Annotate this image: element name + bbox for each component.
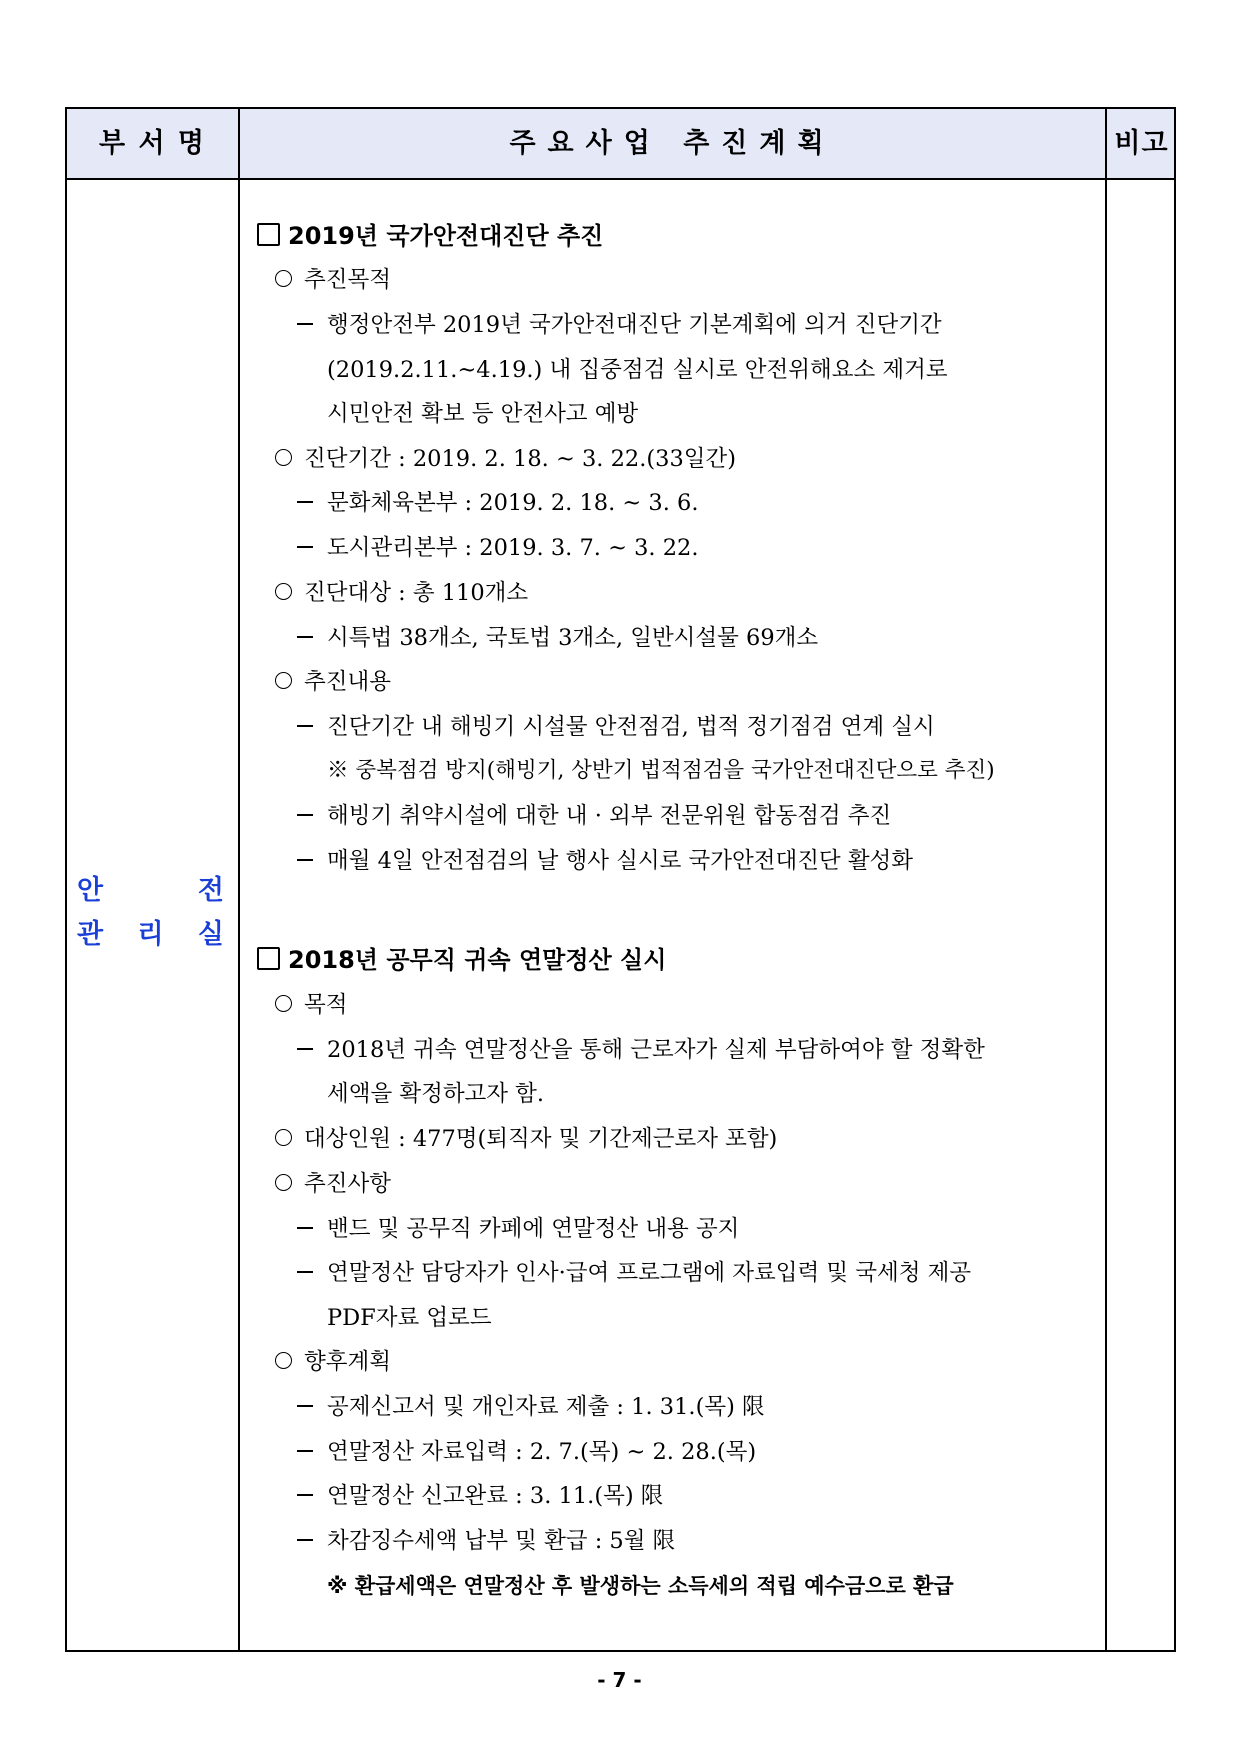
dash-icon: [297, 1048, 313, 1050]
circle-bullet-icon: [275, 1174, 292, 1191]
checkbox-icon: [257, 947, 280, 970]
dash-icon: [297, 1227, 313, 1229]
header-dept: 부 서 명: [98, 128, 207, 159]
list-item: 밴드 및 공무직 카페에 연말정산 내용 공지: [297, 1214, 739, 1244]
list-item: 도시관리본부 : 2019. 3. 7. ~ 3. 22.: [297, 533, 699, 563]
list-item: 연말정산 담당자가 인사·급여 프로그램에 자료입력 및 국세청 제공: [297, 1258, 971, 1288]
list-item: 진단기간 내 해빙기 시설물 안전점검, 법적 정기점검 연계 실시: [297, 712, 935, 742]
list-item: ※ 중복점검 방지(해빙기, 상반기 법적점검을 국가안전대진단으로 추진): [327, 758, 995, 783]
list-item: 해빙기 취약시설에 대한 내 · 외부 전문위원 합동점검 추진: [297, 801, 891, 831]
dept-char: 실: [197, 919, 224, 950]
plan-table: [65, 107, 1176, 1652]
circle-bullet-icon: [275, 1352, 292, 1369]
list-item: 연말정산 자료입력 : 2. 7.(목) ~ 2. 28.(목): [297, 1437, 756, 1467]
dash-icon: [297, 636, 313, 638]
header-note: 비고: [1114, 128, 1169, 159]
list-item: 공제신고서 및 개인자료 제출 : 1. 31.(목) 限: [297, 1392, 765, 1422]
list-item: 추진목적: [275, 265, 391, 295]
dash-icon: [297, 1405, 313, 1407]
dept-char: 관: [77, 919, 104, 950]
dash-icon: [297, 1271, 313, 1273]
list-item: 문화체육본부 : 2019. 2. 18. ~ 3. 6.: [297, 488, 699, 518]
list-item: 연말정산 신고완료 : 3. 11.(목) 限: [297, 1481, 663, 1511]
list-item: 매월 4일 안전점검의 날 행사 실시로 국가안전대진단 활성화: [297, 846, 913, 876]
dept-char: 안: [77, 875, 104, 906]
dept-char: 전: [197, 875, 224, 906]
note-text: ※ 환급세액은 연말정산 후 발생하는 소득세의 적립 예수금으로 환급: [327, 1574, 954, 1598]
list-item: 행정안전부 2019년 국가안전대진단 기본계획에 의거 진단기간: [297, 310, 942, 340]
column-divider: [238, 109, 240, 1650]
dept-name: [67, 869, 238, 957]
dash-icon: [297, 1494, 313, 1496]
dash-icon: [297, 501, 313, 503]
dash-icon: [297, 1450, 313, 1452]
list-item: 2018년 귀속 연말정산을 통해 근로자가 실제 부담하여야 할 정확한: [297, 1035, 985, 1065]
header-main: 주요사업 추진계획: [509, 128, 836, 159]
dept-char: 리: [137, 919, 164, 950]
circle-bullet-icon: [275, 270, 292, 287]
list-item: PDF자료 업로드: [327, 1305, 492, 1331]
section-title: 2019년 국가안전대진단 추진: [257, 221, 603, 251]
column-divider: [1105, 109, 1107, 1650]
dash-icon: [297, 814, 313, 816]
checkbox-icon: [257, 223, 280, 246]
list-item: 차감징수세액 납부 및 환급 : 5월 限: [297, 1526, 675, 1556]
list-item: 향후계획: [275, 1347, 391, 1377]
dash-icon: [297, 725, 313, 727]
dash-icon: [297, 1539, 313, 1541]
list-item: 진단기간 : 2019. 2. 18. ~ 3. 22.(33일간): [275, 444, 736, 474]
list-item: 대상인원 : 477명(퇴직자 및 기간제근로자 포함): [275, 1124, 777, 1154]
list-item: (2019.2.11.~4.19.) 내 집중점검 실시로 안전위해요소 제거로: [327, 357, 948, 383]
list-item: 목적: [275, 990, 347, 1020]
list-item: 추진내용: [275, 667, 391, 697]
circle-bullet-icon: [275, 672, 292, 689]
table-header: [67, 109, 1174, 180]
list-item: 시특법 38개소, 국토법 3개소, 일반시설물 69개소: [297, 623, 818, 653]
list-item: 추진사항: [275, 1169, 391, 1199]
list-item: 시민안전 확보 등 안전사고 예방: [327, 401, 639, 427]
circle-bullet-icon: [275, 449, 292, 466]
list-item: 진단대상 : 총 110개소: [275, 578, 528, 608]
list-item: 세액을 확정하고자 함.: [327, 1081, 545, 1107]
page-number: - 7 -: [597, 1668, 642, 1692]
dash-icon: [297, 859, 313, 861]
circle-bullet-icon: [275, 583, 292, 600]
circle-bullet-icon: [275, 995, 292, 1012]
dash-icon: [297, 323, 313, 325]
section-title: 2018년 공무직 귀속 연말정산 실시: [257, 945, 666, 975]
circle-bullet-icon: [275, 1129, 292, 1146]
dash-icon: [297, 546, 313, 548]
